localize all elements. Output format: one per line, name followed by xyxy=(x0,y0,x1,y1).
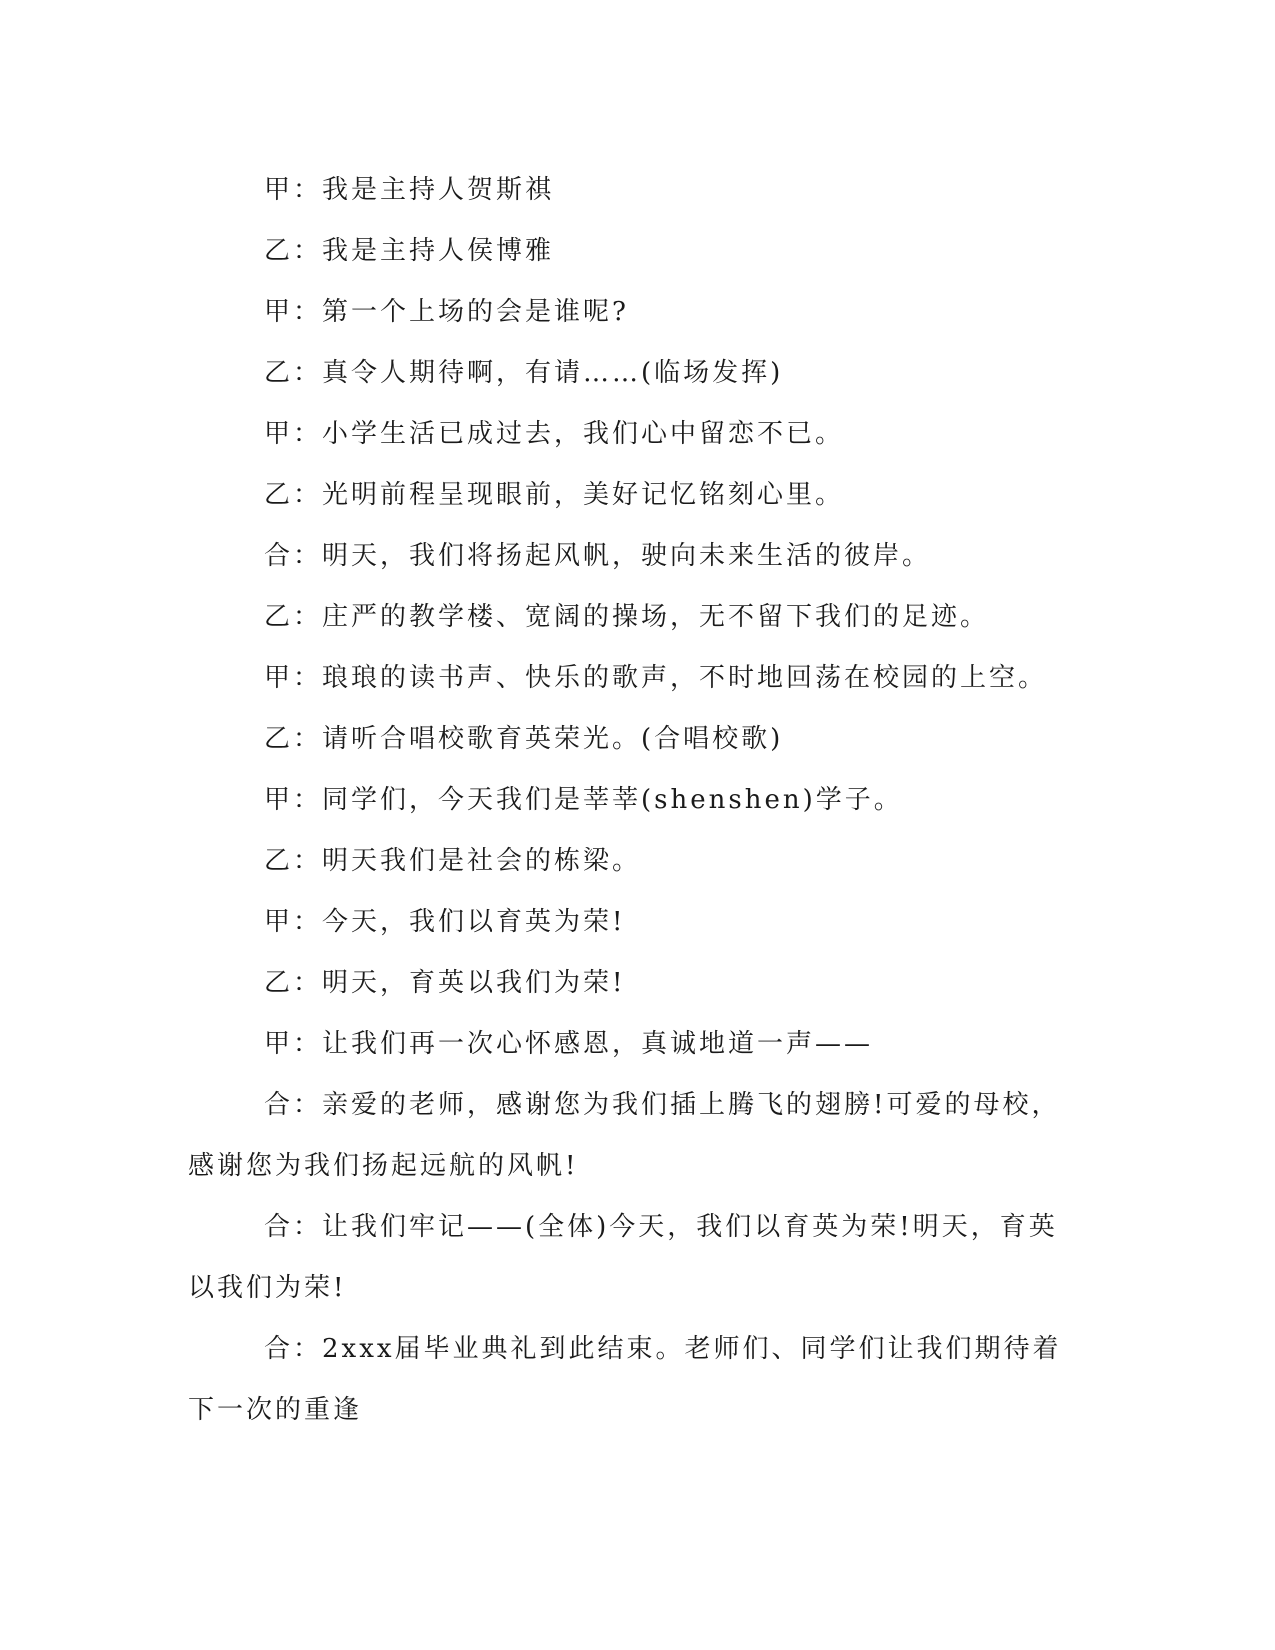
paragraph: 乙：庄严的教学楼、宽阔的操场，无不留下我们的足迹。 xyxy=(264,602,990,632)
paragraph: 乙：我是主持人侯博雅 xyxy=(264,236,555,266)
paragraph: 乙：明天，育英以我们为荣! xyxy=(264,968,626,998)
paragraph: 甲：琅琅的读书声、快乐的歌声，不时地回荡在校园的上空。 xyxy=(264,663,1048,693)
paragraph: 合：明天，我们将扬起风帆，驶向未来生活的彼岸。 xyxy=(264,541,932,571)
paragraph: 乙：请听合唱校歌育英荣光。(合唱校歌) xyxy=(264,724,784,754)
paragraph: 合：亲爱的老师，感谢您为我们插上腾飞的翅膀!可爱的母校，感谢您为我们扬起远航的风帆! xyxy=(188,1090,1061,1181)
paragraph: 乙：光明前程呈现眼前，美好记忆铭刻心里。 xyxy=(264,480,845,510)
paragraph: 乙：真令人期待啊，有请……(临场发挥) xyxy=(264,358,784,388)
paragraph: 甲：第一个上场的会是谁呢? xyxy=(264,297,629,327)
paragraph: 甲：今天，我们以育英为荣! xyxy=(264,907,626,937)
paragraph: 甲：我是主持人贺斯祺 xyxy=(264,175,555,205)
paragraph: 合：让我们牢记——(全体)今天，我们以育英为荣!明天，育英以我们为荣! xyxy=(188,1212,1058,1303)
paragraph: 甲：让我们再一次心怀感恩，真诚地道一声—— xyxy=(264,1029,874,1059)
paragraph: 合：2xxx届毕业典礼到此结束。老师们、同学们让我们期待着下一次的重逢 xyxy=(188,1334,1062,1425)
paragraph: 甲：小学生活已成过去，我们心中留恋不已。 xyxy=(264,419,845,449)
paragraph: 甲：同学们，今天我们是莘莘(shenshen)学子。 xyxy=(264,785,903,815)
paragraph: 乙：明天我们是社会的栋梁。 xyxy=(264,846,642,876)
document-body xyxy=(188,160,1083,1441)
